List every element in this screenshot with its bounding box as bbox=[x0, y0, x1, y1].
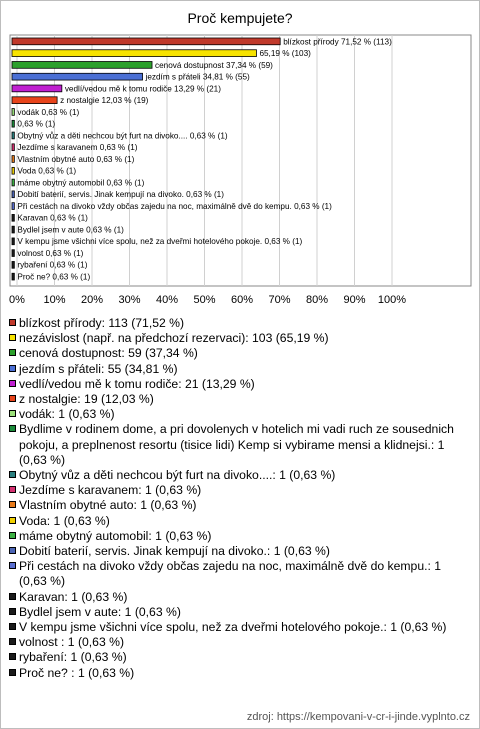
legend-item bbox=[9, 392, 471, 407]
bar-label: Karavan 0,63 % (1) bbox=[17, 213, 88, 223]
legend-item bbox=[9, 590, 471, 605]
source-note: zdroj: https://kempovani-v-cr-i-jinde.vyplnto.cz bbox=[246, 711, 470, 723]
bar-label: Proč ne? 0,63 % (1) bbox=[17, 272, 91, 282]
legend-item bbox=[9, 468, 471, 483]
bar-label: vodák 0,63 % (1) bbox=[17, 107, 80, 117]
legend-label: z nostalgie: 19 (12,03 %) bbox=[19, 392, 154, 407]
legend-swatch bbox=[9, 532, 16, 539]
legend-label: Vlastním obytné auto: 1 (0,63 %) bbox=[19, 498, 197, 513]
x-tick-label: 30% bbox=[118, 294, 141, 306]
bar-label: 65,19 % (103) bbox=[259, 49, 311, 59]
bar-label: Dobití baterií, servis. Jinak kempují na divoko. 0,63 % (1) bbox=[17, 190, 224, 200]
legend-item bbox=[9, 620, 471, 635]
legend-swatch bbox=[9, 638, 16, 645]
bar-label: volnost 0,63 % (1) bbox=[17, 248, 84, 258]
legend-label: vedlí/vedou mě k tomu rodiče: 21 (13,29 %) bbox=[19, 376, 255, 391]
bar bbox=[12, 250, 14, 257]
x-tick-label: 80% bbox=[305, 294, 329, 306]
legend-swatch bbox=[9, 334, 16, 341]
bar bbox=[12, 273, 14, 280]
legend-swatch bbox=[9, 501, 16, 508]
chart-title: Proč kempujete? bbox=[187, 10, 293, 26]
bar bbox=[12, 214, 14, 221]
legend-item bbox=[9, 422, 471, 468]
legend-swatch bbox=[9, 653, 16, 660]
legend-item bbox=[9, 650, 471, 665]
bar-label: Voda 0,63 % (1) bbox=[17, 166, 77, 176]
legend-swatch bbox=[9, 608, 16, 615]
bar bbox=[12, 238, 14, 245]
bar bbox=[12, 38, 280, 45]
bar-label: cenová dostupnost 37,34 % (59) bbox=[155, 60, 273, 70]
bar bbox=[12, 167, 14, 174]
legend-label: Voda: 1 (0,63 %) bbox=[19, 513, 110, 528]
bar bbox=[12, 73, 143, 80]
legend-item bbox=[9, 605, 471, 620]
bar bbox=[12, 203, 14, 210]
bar-label: 0,63 % (1) bbox=[17, 119, 56, 129]
legend-label: Proč ne? : 1 (0,63 %) bbox=[19, 665, 135, 680]
legend-label: nezávislost (např. na předchozí rezervaci): 103 (65,19 %) bbox=[19, 331, 329, 346]
bar-label: Bydlel jsem v aute 0,63 % (1) bbox=[17, 225, 124, 235]
bar bbox=[12, 62, 152, 69]
bar-label: máme obytný automobil 0,63 % (1) bbox=[17, 178, 145, 188]
bar-label: Při cestách na divoko vždy občas zajedu na noc, maximálně dvě do kempu. 0,63 % (1) bbox=[17, 201, 332, 211]
bar-label: vedlí/vedou mě k tomu rodiče 13,29 % (21) bbox=[64, 84, 221, 94]
bar-label: z nostalgie 12,03 % (19) bbox=[60, 96, 149, 106]
legend-swatch bbox=[9, 593, 16, 600]
legend-item bbox=[9, 316, 471, 331]
legend-label: Karavan: 1 (0,63 %) bbox=[19, 589, 128, 604]
legend-item bbox=[9, 559, 471, 589]
legend bbox=[9, 316, 471, 681]
bar-plot bbox=[0, 0, 480, 310]
legend-item bbox=[9, 498, 471, 513]
legend-item bbox=[9, 346, 471, 361]
bar bbox=[12, 156, 14, 163]
legend-item bbox=[9, 331, 471, 346]
legend-swatch bbox=[9, 380, 16, 387]
bar-label: blízkost přírody 71,52 % (113) bbox=[283, 37, 392, 47]
legend-item bbox=[9, 483, 471, 498]
x-tick-label: 70% bbox=[268, 294, 291, 306]
bar-label: Jezdíme s karavanem 0,63 % (1) bbox=[17, 143, 138, 153]
bar bbox=[12, 50, 256, 57]
legend-item bbox=[9, 666, 471, 681]
legend-label: volnost : 1 (0,63 %) bbox=[19, 635, 124, 650]
legend-swatch bbox=[9, 471, 16, 478]
legend-swatch bbox=[9, 547, 16, 554]
bar bbox=[12, 179, 14, 186]
legend-label: rybaření: 1 (0,63 %) bbox=[19, 650, 127, 665]
legend-item bbox=[9, 544, 471, 559]
legend-label: cenová dostupnost: 59 (37,34 %) bbox=[19, 346, 198, 361]
x-tick-label: 10% bbox=[43, 294, 66, 306]
legend-label: Jezdíme s karavanem: 1 (0,63 %) bbox=[19, 483, 202, 498]
bar-label: Obytný vůz a děti nechcou být furt na divoko.... 0,63 % (1) bbox=[17, 131, 228, 141]
bar bbox=[12, 132, 14, 139]
legend-label: blízkost přírody: 113 (71,52 %) bbox=[19, 316, 185, 330]
legend-item bbox=[9, 529, 471, 544]
legend-swatch bbox=[9, 623, 16, 630]
bar bbox=[12, 144, 14, 151]
legend-label: jezdím s přáteli: 55 (34,81 %) bbox=[19, 361, 178, 376]
legend-label: Při cestách na divoko vždy občas zajedu na noc, maximálně dvě do kempu.: 1 (0,63 %) bbox=[19, 559, 442, 589]
x-tick-label: 60% bbox=[230, 294, 254, 306]
x-tick-label: 90% bbox=[343, 294, 366, 306]
x-tick-label: 40% bbox=[155, 294, 179, 306]
legend-item bbox=[9, 362, 471, 377]
bar-label: rybaření 0,63 % (1) bbox=[17, 260, 88, 270]
bar bbox=[12, 97, 57, 104]
legend-label: V kempu jsme všichni více spolu, než za dveřmi hotelového pokoje.: 1 (0,63 %) bbox=[19, 620, 447, 635]
bar bbox=[12, 261, 14, 268]
legend-item bbox=[9, 514, 471, 529]
bar-label: V kempu jsme všichni více spolu, než za dveřmi hotelového pokoje. 0,63 % (1) bbox=[17, 237, 303, 247]
x-tick-label: 0% bbox=[9, 294, 25, 306]
legend-item bbox=[9, 407, 471, 422]
legend-swatch bbox=[9, 319, 16, 326]
legend-item bbox=[9, 377, 471, 392]
bar bbox=[12, 109, 14, 116]
bar bbox=[12, 85, 62, 92]
legend-swatch bbox=[9, 669, 16, 676]
legend-label: máme obytný automobil: 1 (0,63 %) bbox=[19, 528, 212, 543]
x-tick-label: 20% bbox=[80, 294, 104, 306]
legend-item bbox=[9, 635, 471, 650]
legend-label: Bydlel jsem v aute: 1 (0,63 %) bbox=[19, 604, 181, 619]
legend-swatch bbox=[9, 486, 16, 493]
legend-swatch bbox=[9, 410, 16, 417]
legend-swatch bbox=[9, 365, 16, 372]
bar-label: jezdím s přáteli 34,81 % (55) bbox=[145, 72, 250, 82]
bar-label: Vlastním obytné auto 0,63 % (1) bbox=[17, 154, 135, 164]
legend-label: Dobití baterií, servis. Jinak kempují na divoko.: 1 (0,63 %) bbox=[19, 544, 330, 559]
bar bbox=[12, 120, 14, 127]
bar bbox=[12, 226, 14, 233]
legend-swatch bbox=[9, 517, 16, 524]
x-tick-label: 100% bbox=[377, 294, 407, 306]
legend-label: Obytný vůz a děti nechcou být furt na divoko....: 1 (0,63 %) bbox=[19, 468, 336, 483]
legend-swatch bbox=[9, 349, 16, 356]
legend-swatch bbox=[9, 425, 16, 432]
bar bbox=[12, 191, 14, 198]
legend-label: vodák: 1 (0,63 %) bbox=[19, 407, 115, 422]
legend-swatch bbox=[9, 562, 16, 569]
x-tick-label: 50% bbox=[193, 294, 216, 306]
legend-swatch bbox=[9, 395, 16, 402]
legend-label: Bydlime v rodinem dome, a pri dovolenych v hotelich mi vadi ruch ze sousednich pokoju, a preplnenost resortu (tisice lidi) Kemp si vybirame mensi a klidnejsi.: 1 (0,63 %) bbox=[19, 422, 454, 467]
